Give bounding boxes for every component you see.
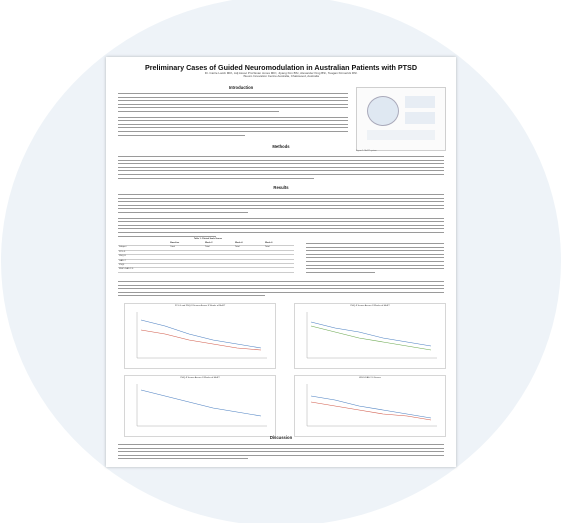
affiliation: ¹Neuro Innovation Centre Australia, Chatswood, Australia [243, 74, 319, 79]
table-title: Table 1: Clinical Scale Scores [193, 238, 223, 240]
author-list: Dr. Carrie Lamb MD¹, Adj Assoc Prof Evan Jones MD¹, Jiyang Kim BS¹, Alexander King BS¹, Teagan Kirmerick RN¹ [204, 71, 358, 75]
chart-3-title: PHQ-9 Scores Across 8 Weeks of MeRT [180, 377, 220, 379]
table-cell [169, 268, 204, 272]
discussion-text [118, 444, 444, 462]
chart-4 [294, 375, 446, 437]
chart-2-title: PHQ-9 Scores Across 8 Weeks of MeRT [350, 305, 390, 307]
methods-text [118, 156, 444, 181]
chart-1-title: PCL-5 and PHQ-9 Scores Across 8 Weeks of MeRT [174, 305, 226, 307]
discussion-heading: Discussion [269, 435, 293, 440]
table-cell: Subject [118, 246, 169, 250]
table-cell: WHO-DAS 2.0 [118, 268, 169, 272]
figure-caption: Figure 1: MeRT system [356, 150, 377, 152]
table-cell: PCL-5 [118, 250, 169, 254]
results-heading: Results [273, 185, 289, 190]
methods-heading: Methods [272, 144, 290, 149]
table-row [118, 268, 294, 272]
table-cell: Total [264, 246, 294, 250]
introduction-text [118, 93, 348, 138]
introduction-heading: Introduction [228, 85, 254, 90]
chart-2 [294, 303, 446, 369]
table-header-cell: Week 4 [234, 242, 264, 246]
table-cell: GAD-7 [118, 259, 169, 263]
chart-3 [124, 375, 276, 437]
mert-figure [356, 87, 446, 151]
poster-authors [106, 72, 456, 79]
table-header-cell: Baseline [169, 242, 204, 246]
chart-1 [124, 303, 276, 369]
table-cell [204, 268, 234, 272]
poster [106, 57, 456, 467]
table-cell: PSQI [118, 264, 169, 268]
poster-title: Preliminary Cases of Guided Neuromodulation in Australian Patients with PTSD [144, 63, 418, 72]
table-cell [264, 268, 294, 272]
table-header-cell: Week 6 [264, 242, 294, 246]
chart-4-title: WHO-DAS 2.0 Scores [359, 377, 381, 379]
table-cell: Total [169, 246, 204, 250]
results-text-2 [118, 281, 444, 299]
results-text [118, 194, 444, 239]
table-cell: Total [234, 246, 264, 250]
table-cell: PHQ-9 [118, 255, 169, 259]
clinical-scores-table [118, 242, 294, 273]
table-cell: Total [204, 246, 234, 250]
results-side-text [306, 243, 444, 275]
table-header-cell: Week 2 [204, 242, 234, 246]
table-cell [234, 268, 264, 272]
